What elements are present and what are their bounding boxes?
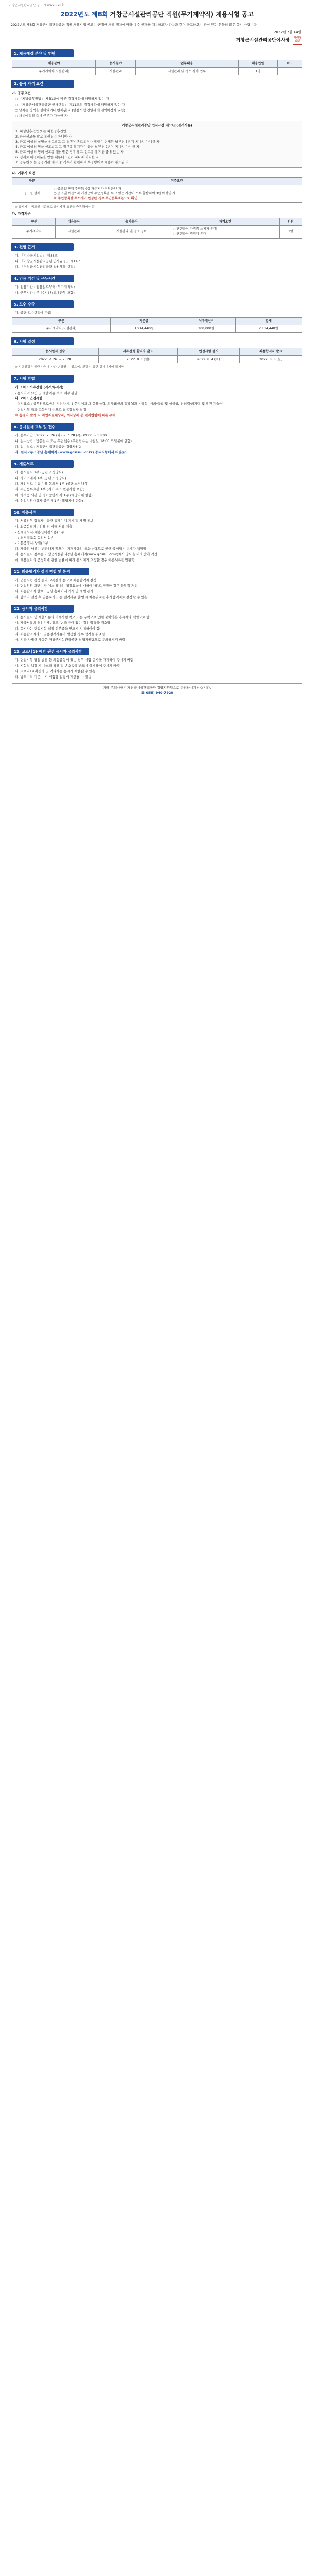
- list-item: 3. 금고 이상의 실형을 선고받고 그 집행이 종료되거나 집행이 면제된 날부터 5년이 지나지 아니한 자: [15, 140, 160, 144]
- list-item: ○ 공고일 현재 주민등록상 거주지가 거창군인 자: [54, 187, 121, 191]
- list-item: 마. 채용절차의 공정화에 관한 법률에 따라 응시자가 요청할 경우 채용서류를 반환함: [15, 558, 135, 563]
- col-header: 채용분야: [56, 218, 92, 226]
- table-cell: 1명: [279, 226, 302, 238]
- col-header: 구분: [12, 178, 52, 185]
- section-8-title: 8. 응시원서 교부 및 접수: [11, 423, 74, 431]
- notice-number: 거창군시설관리공단 공고 제2022 - 28호: [9, 4, 65, 7]
- list-item: 가. 면접시험 당일 발열 등 의심증상이 있는 경우 시험 응시를 자제하여 주시기 바람: [15, 657, 134, 662]
- list-item: 다. 제출된 서류는 반환하지 않으며, 기재사항의 착오·누락으로 인한 불이익은 응시자 책임임: [15, 547, 146, 551]
- list-item: 라. 합격자 결정 후 임용포기 또는 결격사유 발생 시 차순위자를 추가합격자로 결정할 수 있음: [15, 595, 147, 600]
- list-item: 가. 응시원서 및 제출서류의 기재사항 착오 또는 누락으로 인한 불이익은 응시자의 책임으로 함: [15, 615, 150, 620]
- qualification-table: [12, 218, 302, 239]
- notice-title: [8, 10, 306, 20]
- col-header: 구분: [12, 218, 56, 226]
- schedule-table-header: [12, 348, 302, 356]
- table-cell: 2022. 7. 26. ~ 7. 28.: [12, 355, 99, 363]
- notice-date: 2022년 7월 14일: [274, 30, 301, 35]
- table-row: [12, 355, 302, 363]
- list-item: 가. 응시원서 1부 (공단 소정양식): [15, 470, 63, 475]
- col-header: 최종합격자 발표: [240, 348, 302, 356]
- list-item: 라. 주민등록초본 1부 (과거 주소 변동사항 포함): [15, 487, 85, 492]
- section-2-title: 2. 응시 자격 요건: [11, 80, 74, 88]
- list-item: ○ 채용예정일 즉시 근무가 가능한 자: [15, 113, 68, 118]
- section-7-title: 7. 시험 방법: [11, 375, 74, 382]
- table-cell: 시설관리 및 청소·경비 업무: [135, 67, 238, 75]
- col-header: 업무내용: [135, 60, 238, 68]
- table-cell: 시설관리 및 청소·경비: [92, 226, 171, 238]
- salary-table: [12, 317, 302, 333]
- list-item: 나. 2차 : 면접시험: [15, 396, 43, 401]
- list-item: 다. 「거창군시설관리공단 직원채용 규정」: [15, 264, 77, 269]
- list-item: ○ 「거창군시설관리공단 인사규정」 제11조의 결격사유에 해당하지 않는 자: [15, 102, 125, 107]
- list-item: - 평정요소 : 공무원으로서의 정신자세, 전문지식과 그 응용능력, 의사표현의 정확성과 논리성, 예의·품행 및 성실성, 창의력·의지력 및 발전 가능성: [15, 402, 223, 406]
- table-cell: 시설관리: [56, 226, 92, 238]
- list-item: 2. 파산선고를 받고 복권되지 아니한 자: [15, 134, 72, 139]
- disqualification-box: [12, 121, 302, 167]
- list-item: - 면접시험 결과 고득점자 순으로 최종합격자 결정: [15, 408, 86, 412]
- section-11-title: 11. 최종합격자 결정 방법 및 통지: [11, 568, 89, 575]
- list-item: 나. 제출서류의 허위기재, 위조, 변조 등이 있는 경우 합격을 취소함: [15, 621, 110, 625]
- list-item: 다. 개인정보 수집·이용 동의서 1부 (공단 소정양식): [15, 481, 89, 486]
- list-item: 가. 접수기간 : 2022. 7. 26.(화) ~ 7. 28.(목) 09:00 ~ 18:00: [15, 433, 107, 438]
- subsection-title: 나. 거주지 요건: [12, 171, 36, 175]
- col-header: 채용분야: [12, 60, 96, 68]
- list-item: ※ 동점자 발생 시 취업지원대상자, 의사상자 등 관계법령에 따른 우대: [15, 413, 116, 418]
- list-item: 라. 방역수칙 미준수 시 시험장 입장이 제한될 수 있음: [15, 674, 91, 679]
- issuer: [8, 36, 302, 45]
- table-cell: 2022. 8. 1.(월): [98, 355, 177, 363]
- subsection-title: 가. 공통요건: [12, 91, 31, 95]
- section-3-title: 3. 전형 근거: [11, 243, 74, 251]
- table-cell: ○ 관련분야 자격증 소지자 우대 ○ 관련분야 경력자 우대: [171, 226, 279, 238]
- col-header: 응시분야: [96, 60, 136, 68]
- table-cell: 무기계약직(시설관리): [12, 325, 111, 333]
- list-item: ※ 주민등록상 주소지가 변경된 경우 주민등록초본으로 확인: [54, 196, 138, 200]
- col-header: 자격요건: [171, 218, 279, 226]
- col-header: 비고: [278, 60, 302, 68]
- col-header: 면접시험 실시: [177, 348, 240, 356]
- list-item: 마. 기타 자세한 사항은 거창군시설관리공단 경영지원팀으로 문의하시기 바람: [15, 637, 125, 642]
- table-row: [12, 325, 302, 333]
- list-item: 5. 금고 이상의 형의 선고유예를 받은 경우에 그 선고유예 기간 중에 있는 자: [15, 150, 124, 155]
- list-item: 다. 응시자는 면접시험 당일 신분증을 반드시 지참하여야 함: [15, 626, 100, 631]
- list-item: 6. 징계로 해임처분을 받은 때부터 3년이 지나지 아니한 자: [15, 155, 100, 159]
- footer-box: [12, 683, 302, 699]
- list-item: 다. 최종합격자 발표 : 공단 홈페이지 게시 및 개별 통지: [15, 589, 94, 594]
- section-6-title: 6. 시험 일정: [11, 337, 74, 345]
- table-cell: 1,914,440원: [110, 325, 177, 333]
- list-item: 가. 임용기간 : 임용일로부터 (무기계약직): [15, 284, 75, 289]
- list-item: 다. 코로나19 확진자 및 격리자는 응시가 제한될 수 있음: [15, 669, 96, 673]
- list-item: 나. 최종합격자 : 임용 전 아래 서류 제출: [15, 524, 73, 529]
- list-item: 나. 시험장 입장 시 마스크 착용 및 손소독을 반드시 실시하여 주시기 바람: [15, 663, 120, 668]
- list-item: ○ 공고일 이전까지 거창군에 주민등록을 두고 있는 기간이 모두 합산하여 3년 이상인 자: [54, 192, 176, 196]
- table-cell: 200,000원: [177, 325, 235, 333]
- col-header: 기본급: [110, 317, 177, 325]
- list-item: 7. 공무원 또는 공공기관 재직 중 직무와 관련하여 부정행위로 채용이 취소된 자: [15, 160, 129, 164]
- official-seal: 이사장의인: [293, 36, 302, 45]
- list-item: 가. 면접시험 평정 결과 고득점자 순으로 최종합격자 결정: [15, 578, 97, 583]
- section-4-title: 4. 임용 기간 및 근무시간: [11, 275, 74, 282]
- schedule-table: [12, 348, 302, 363]
- list-item: 나. 자기소개서 1부 (공단 소정양식): [15, 476, 67, 481]
- section-5-title: 5. 보수 수준: [11, 300, 74, 308]
- intro-paragraph: 2022년도 제8회 거창군시설관리공단 직원 채용시험 공고는 공정한 채용 절차에 따라 우수 인재를 채용하고자 다음과 같이 공고하오니 관심 있는 분들의 많은 응시 바랍니다.: [11, 22, 258, 27]
- note: ※ 응시자는 공고일 기준으로 응시자격 요건을 충족하여야 함: [15, 205, 95, 209]
- table-cell: [52, 185, 302, 202]
- list-item: 다. 접수장소 : 거창군시설관리공단 경영지원팀: [15, 445, 82, 449]
- recruit-table-header: [12, 60, 302, 68]
- section-13-title: 13. 코로나19 예방 관련 응시자 유의사항: [11, 648, 89, 655]
- list-item: 가. 1차 : 서류전형 (적격/부적격): [15, 385, 64, 389]
- col-header: 응시분야: [92, 218, 171, 226]
- title-part2: 거창군시설관리공단 직원(무기계약직) 채용시험 공고: [110, 11, 254, 19]
- col-header: 서류전형 합격자 발표: [98, 348, 177, 356]
- footer-text: 기타 문의사항은 거창군시설관리공단 경영지원팀으로 문의하시기 바랍니다.: [103, 685, 211, 690]
- issuer-name: 거창군시설관리공단이사장: [236, 38, 290, 43]
- footer-contact: ☎ 055) 940-7920: [141, 690, 173, 695]
- list-item: 라. 응시원서 접수는 거창군시설관리공단 홈페이지(www.gcsisul.or.kr)에서 양식을 내려 받아 작성: [15, 552, 158, 557]
- section-12-title: 12. 응시자 유의사항: [11, 605, 74, 613]
- table-cell: 1명: [238, 67, 278, 75]
- col-header: 구분: [12, 317, 111, 325]
- col-header: 처우개선비: [177, 317, 235, 325]
- list-item: 가. 공단 보수규정에 따름: [15, 310, 51, 315]
- list-item: 마. 자격증 사본 및 경력증명서 각 1부 (해당자에 한함): [15, 493, 93, 497]
- box-title: 거창군시설관리공단 인사규정 제11조(결격사유): [122, 123, 192, 128]
- list-item: - 범죄경력조회 동의서 1부: [15, 535, 54, 540]
- list-item: 라. 원서교부 : 공단 홈페이지 (www.gcsisul.or.kr) 공지사항에서 다운로드: [15, 450, 128, 455]
- note: ※ 시험일정은 공단 사정에 따라 변경될 수 있으며, 변경 시 공단 홈페이지에 공지함: [15, 366, 124, 369]
- table-cell: 공고일 현재: [12, 185, 52, 202]
- section-9-title: 9. 제출서류: [11, 460, 74, 468]
- table-row: [12, 67, 302, 75]
- table-cell: 무기계약직(시설관리): [12, 67, 96, 75]
- list-item: 라. 최종합격자라도 임용결격사유가 발생한 경우 합격을 취소함: [15, 632, 105, 636]
- list-item: 1. 피성년후견인 또는 피한정후견인: [15, 129, 67, 134]
- recruit-table: [12, 60, 302, 75]
- col-header: 거주요건: [52, 178, 302, 185]
- table-row: [12, 185, 302, 202]
- table-row: [12, 226, 302, 238]
- col-header: 채용인원: [238, 60, 278, 68]
- list-item: 나. 면접위원 과반수가 어느 하나의 평정요소에 대하여 '하'로 평정한 경우 불합격 처리: [15, 584, 138, 588]
- table-cell: [278, 67, 302, 75]
- list-item: ○ 남자는 병역을 필하였거나 면제된 자 (면접시험 전일까지 전역예정자 포함): [15, 108, 126, 112]
- list-item: 나. 근무시간 : 주 40시간 (교대근무 포함): [15, 290, 75, 295]
- list-item: - 신체검사서(채용신체검사용) 1부: [15, 530, 64, 534]
- residence-table-header: [12, 178, 302, 185]
- residence-table: [12, 177, 302, 202]
- col-header: 합계: [235, 317, 302, 325]
- col-header: 인원: [279, 218, 302, 226]
- list-item: ○ 「지방공무원법」 제31조에 따른 결격사유에 해당하지 않는 자: [15, 96, 109, 101]
- notice-page: [8, 0, 306, 704]
- section-10-title: 10. 제출서류: [11, 509, 74, 516]
- list-item: 가. 「지방공기업법」 제58조: [15, 253, 58, 258]
- list-item: 가. 서류전형 합격자 : 공단 홈페이지 게시 및 개별 통보: [15, 518, 94, 523]
- list-item: 바. 취업지원대상자 증명서 1부 (해당자에 한함): [15, 498, 84, 503]
- list-item: 4. 금고 이상의 형을 선고받고 그 집행유예 기간이 끝난 날부터 2년이 지나지 아니한 자: [15, 145, 140, 149]
- list-item: 나. 접수방법 : 방문접수 또는 우편접수 (우편접수는 마감일 18:00 도착분에 한함): [15, 439, 132, 444]
- table-cell: 2,114,440원: [235, 325, 302, 333]
- table-cell: 시설관리: [96, 67, 136, 75]
- list-item: - 기본증명서(상세) 1부: [15, 541, 48, 546]
- title-part1: 2022년도 제8회: [60, 11, 108, 19]
- table-cell: 2022. 8. 4.(목): [177, 355, 240, 363]
- col-header: 응시원서 접수: [12, 348, 99, 356]
- salary-table-header: [12, 317, 302, 325]
- section-1-title: 1. 채용예정 분야 및 인원: [11, 49, 74, 57]
- table-cell: 무기계약직: [12, 226, 56, 238]
- list-item: - 응시자격 요건 및 제출서류 적격 여부 판단: [15, 391, 78, 395]
- qualification-table-header: [12, 218, 302, 226]
- list-item: 나. 「거창군시설관리공단 인사규정」 제14조: [15, 259, 81, 263]
- table-cell: 2022. 8. 8.(월): [240, 355, 302, 363]
- subsection-title: 다. 자격기준: [12, 211, 31, 216]
